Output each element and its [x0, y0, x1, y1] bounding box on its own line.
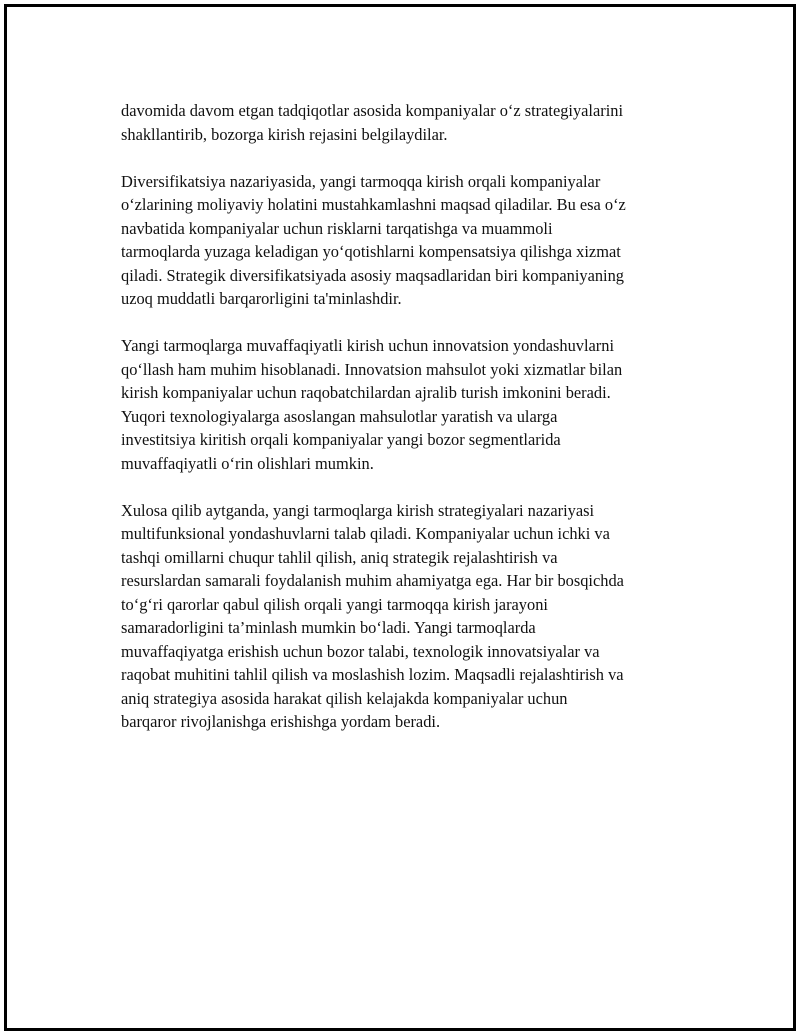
paragraph-2: Diversifikatsiya nazariyasida, yangi tarmoqqa kirish orqali kompaniyalar o‘zlarining moliyaviy holatini mustahkamlashni maqsad qiladilar. Bu esa o‘z navbatida kompaniyalar uchun risklarni tarqatishga va muammoli tarmoqlarda yuzaga keladigan yo‘qotishlarni kompensatsiya qilishga xizmat qiladi. Strategik diversifikatsiyada asosiy maqsadlaridan biri kompaniyaning uzoq muddatli barqarorligini ta'minlashdir.	[121, 171, 626, 308]
page-border	[4, 4, 796, 1031]
paragraph-3: Yangi tarmoqlarga muvaffaqiyatli kirish uchun innovatsion yondashuvlarni qo‘llash ham muhim hisoblanadi. Innovatsion mahsulot yoki xizmatlar bilan kirish kompaniyalar uchun raqobatchilardan ajralib turish imkonini beradi. Yuqori texnologiyalarga asoslangan mahsulotlar yaratish va ularga investitsiya kiritish orqali kompaniyalar yangi bozor segmentlarida muvaffaqiyatli o‘rin olishlari mumkin.	[121, 336, 623, 473]
document-body	[121, 99, 706, 757]
paragraph-1: davomida davom etgan tadqiqotlar asosida kompaniyalar o‘z strategiyalarini shakllantirib, bozorga kirish rejasini belgilaydilar.	[121, 101, 624, 144]
paragraph-4: Xulosa qilib aytganda, yangi tarmoqlarga kirish strategiyalari nazariyasi multifunksional yondashuvlarni talab qiladi. Kompaniyalar uchun ichki va tashqi omillarni chuqur tahlil qilish, aniq strategik rejalashtirish va resurslardan samarali foydalanish muhim ahamiyatga ega. Har bir bosqichda to‘g‘ri qarorlar qabul qilish orqali yangi tarmoqqa kirish jarayoni samaradorligini ta’minlash mumkin bo‘ladi. Yangi tarmoqlarda muvaffaqiyatga erishish uchun bozor talabi, texnologik innovatsiyalar va raqobat muhitini tahlil qilish va moslashish lozim. Maqsadli rejalashtirish va aniq strategiya asosida harakat qilish kelajakda kompaniyalar uchun barqaror rivojlanishga erishishga yordam beradi.	[121, 500, 624, 731]
